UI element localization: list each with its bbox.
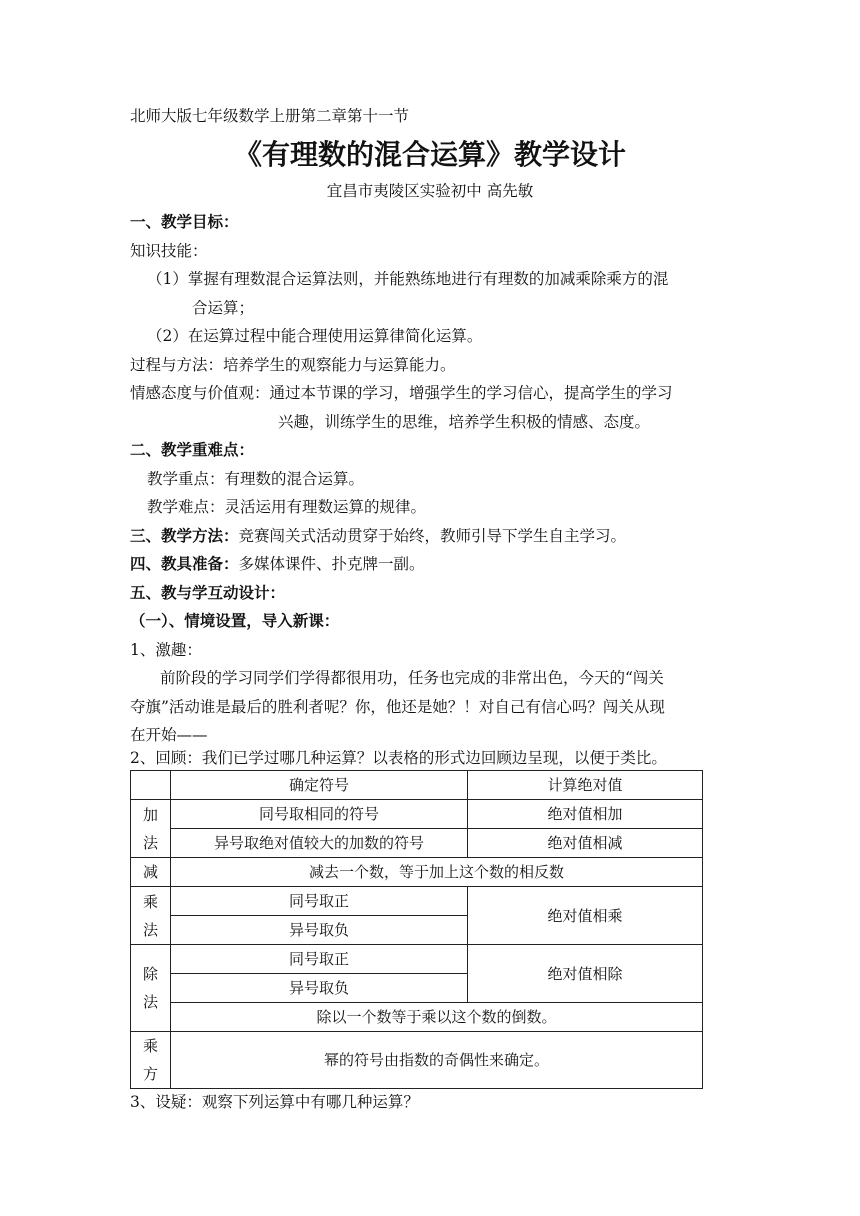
- section4: [130, 553, 425, 575]
- table-row: [131, 1032, 703, 1089]
- objective-1-line2: 合运算；: [192, 299, 255, 317]
- table-cell: 异号取绝对值较大的加数的符号: [171, 829, 468, 858]
- table-cell: 同号取正: [171, 945, 468, 974]
- table-corner-cell: [131, 771, 171, 800]
- part3-text: 3、设疑：观察下列运算中有哪几种运算？: [130, 1093, 419, 1111]
- table-cell: 绝对值相减: [468, 829, 703, 858]
- section5-heading: 五、教与学互动设计：: [130, 583, 286, 602]
- table-cell: 绝对值相乘: [468, 887, 703, 945]
- part1-text-line2: 夺旗”活动谁是最后的胜利者呢？你，他还是她？！对自己有信心吗？闯关从现: [130, 698, 665, 716]
- subtraction-label-cell: 减: [131, 858, 171, 887]
- section2-heading: 二、教学重难点：: [130, 440, 255, 459]
- table-row: [131, 829, 703, 858]
- table-cell: 异号取负: [171, 974, 468, 1003]
- subsection1-heading: （一）、情境设置，导入新课：: [130, 611, 340, 630]
- part1-text-line1: 前阶段的学习同学们学得都很用功，任务也完成的非常出色，今天的“闯关: [160, 669, 664, 687]
- table-cell: 同号取相同的符号: [171, 800, 468, 829]
- knowledge-label: 知识技能：: [130, 242, 208, 260]
- process-method: 过程与方法：培养学生的观察能力与运算能力。: [130, 356, 456, 374]
- section3-text: 竞赛闯关式活动贯穿于始终，教师引导下学生自主学习。: [238, 527, 627, 545]
- part1-label: 1、激趣：: [130, 641, 202, 659]
- division-label-cell: 除 法: [131, 945, 171, 1032]
- document-title: 《有理数的混合运算》教学设计: [233, 138, 626, 171]
- table-row: [131, 771, 703, 800]
- header-sign-cell: 确定符号: [171, 771, 468, 800]
- section3: [130, 525, 626, 547]
- table-cell: 除以一个数等于乘以这个数的倒数。: [171, 1003, 703, 1032]
- section4-heading: 四、教具准备：: [130, 554, 239, 573]
- multiplication-label-cell: 乘 法: [131, 887, 171, 945]
- teaching-focus: 教学重点：有理数的混合运算。: [147, 470, 365, 488]
- teaching-difficulty: 教学难点：灵活运用有理数运算的规律。: [147, 498, 427, 516]
- table-row: [131, 887, 703, 916]
- emotion-line2: 兴趣，训练学生的思维，培养学生积极的情感、态度。: [278, 413, 651, 431]
- part2-text: 2、回顾：我们已学过哪几种运算？以表格的形式边回顾边呈现，以便于类比。: [130, 749, 667, 767]
- table-row: [131, 858, 703, 887]
- table-cell: 绝对值相除: [468, 945, 703, 1003]
- table-cell: 绝对值相加: [468, 800, 703, 829]
- section1-heading: 一、教学目标：: [130, 212, 239, 231]
- power-label-cell: 乘 方: [131, 1032, 171, 1089]
- objective-2: （2）在运算过程中能合理使用运算律简化运算。: [147, 327, 483, 345]
- table-row: [131, 800, 703, 829]
- table-cell: 减去一个数，等于加上这个数的相反数: [171, 858, 703, 887]
- section3-heading: 三、教学方法：: [130, 526, 239, 545]
- table-row: [131, 945, 703, 974]
- author-line: 宜昌市夷陵区实验初中 高先敏: [326, 182, 534, 200]
- part1-text-line3: 在开始——: [130, 726, 208, 744]
- table-row: [131, 1003, 703, 1032]
- addition-label-cell: 加 法: [131, 800, 171, 858]
- header-abs-cell: 计算绝对值: [468, 771, 703, 800]
- table-cell: 幂的符号由指数的奇偶性来确定。: [171, 1032, 703, 1089]
- series-subtitle: 北师大版七年级数学上册第二章第十一节: [130, 107, 410, 125]
- section4-text: 多媒体课件、扑克牌一副。: [238, 555, 425, 573]
- table-cell: 异号取负: [171, 916, 468, 945]
- objective-1-line1: （1）掌握有理数混合运算法则，并能熟练地进行有理数的加减乘除乘方的混: [147, 270, 669, 288]
- emotion-line1: 情感态度与价值观：通过本节课的学习，增强学生的学习信心，提高学生的学习: [130, 384, 673, 402]
- table-cell: 同号取正: [171, 887, 468, 916]
- operations-table: [130, 770, 703, 1089]
